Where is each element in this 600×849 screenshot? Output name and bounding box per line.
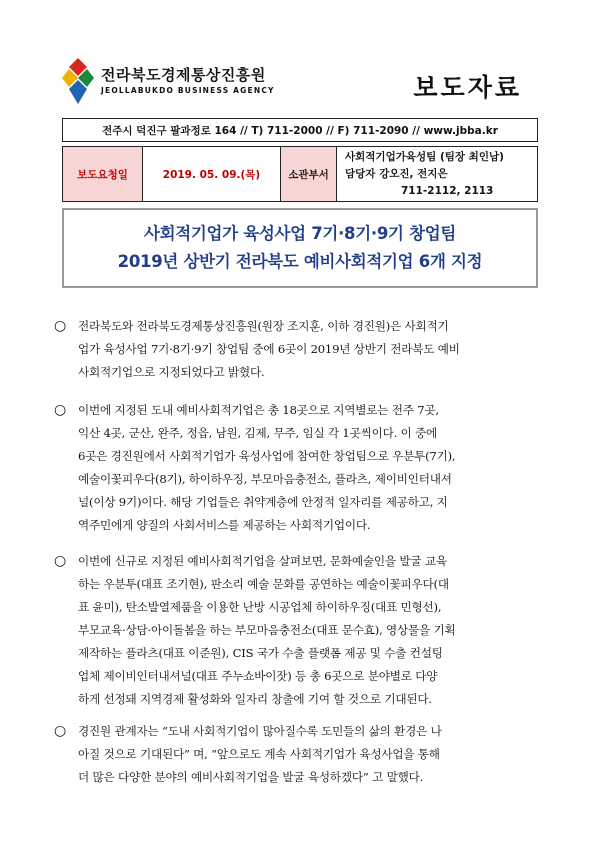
paragraph-line: 6곳은 경진원에서 사회적기업가 육성사업에 참여한 창업팀으로 우분투(7기), bbox=[78, 449, 456, 463]
paragraph-line: 하는 우분투(대표 조기현), 판소리 예술 문화를 공연하는 예술이꽃피우다(대 bbox=[78, 577, 449, 591]
headline-line-1: 사회적기업가 육성사업 7기·8기·9기 창업팀 bbox=[143, 224, 457, 243]
paragraph-line: 널(이상 9기)이다. 해당 기업들은 취약계층에 안정적 일자리를 제공하고, 지 bbox=[78, 495, 448, 509]
paragraph-line: 이번에 지정된 도내 예비사회적기업은 총 18곳으로 지역별로는 전주 7곳, bbox=[78, 403, 439, 417]
paragraph-line: 아질 것으로 기대된다” 며, “앞으로도 계속 사회적기업가 육성사업을 통해 bbox=[78, 747, 440, 761]
paragraph-line: 표 윤미), 탄소발열제품을 이용한 난방 시공업체 하이하우징(대표 민형선), bbox=[78, 600, 442, 614]
paragraph-line: 업체 제이비인터내셔널(대표 주누쇼바이잣) 등 총 6곳으로 분야별로 다양 bbox=[78, 669, 438, 683]
request-date-value: 2019. 05. 09.(목) bbox=[143, 147, 281, 201]
department-phone: 711-2112, 2113 bbox=[401, 184, 494, 197]
department-team: 사회적기업가육성팀 (팀장 최인남) bbox=[345, 150, 504, 163]
paragraph-line: 전라북도와 전라북도경제통상진흥원(원장 조지훈, 이하 경진원)은 사회적기 bbox=[78, 319, 449, 333]
paragraph-line: 경진원 관계자는 “도내 사회적기업이 많아질수록 도민들의 삶의 환경은 나 bbox=[78, 724, 442, 738]
circle-bullet-icon: ○ bbox=[54, 318, 67, 334]
paragraph-line: 이번에 신규로 지정된 예비사회적기업을 살펴보면, 문화예술인을 발굴 교육 bbox=[78, 554, 447, 568]
contact-line: 전주시 덕진구 팔과정로 164 // T) 711-2000 // F) 711-2090 // www.jbba.kr bbox=[62, 118, 538, 142]
paragraph-line: 업가 육성사업 7기·8기·9기 창업팀 중에 6곳이 2019년 상반기 전라북도 예비 bbox=[78, 342, 460, 356]
circle-bullet-icon: ○ bbox=[54, 553, 67, 569]
paragraph-line: 역주민에게 양질의 사회서비스를 제공하는 사회적기업이다. bbox=[78, 518, 371, 532]
headline-box bbox=[62, 208, 538, 288]
headline-line-2: 2019년 상반기 전라북도 예비사회적기업 6개 지정 bbox=[117, 252, 483, 271]
agency-logo-icon bbox=[62, 58, 94, 106]
body-paragraph bbox=[54, 550, 544, 711]
body-paragraph bbox=[54, 315, 544, 384]
paragraph-line: 예술이꽃피우다(8기), 하이하우징, 부모마음충전소, 플라츠, 제이비인터내셔 bbox=[78, 472, 452, 486]
body-paragraph bbox=[54, 399, 544, 537]
paragraph-line: 익산 4곳, 군산, 완주, 정읍, 남원, 김제, 무주, 임실 각 1곳씩이다. 이 중에 bbox=[78, 426, 438, 440]
paragraph-line: 제작하는 플라츠(대표 이준원), CIS 국가 수출 플랫폼 제공 및 수출 컨설팅 bbox=[78, 646, 443, 660]
department-contacts: 담당자 강오진, 전지은 bbox=[345, 167, 448, 180]
paragraph-line: 사회적기업으로 지정되었다고 밝혔다. bbox=[78, 365, 265, 379]
paragraph-line: 하게 선정돼 지역경제 활성화와 일자리 창출에 기여 할 것으로 기대된다. bbox=[78, 692, 432, 706]
circle-bullet-icon: ○ bbox=[54, 402, 67, 418]
request-date-label: 보도요청일 bbox=[63, 147, 143, 201]
department-details bbox=[337, 147, 537, 201]
circle-bullet-icon: ○ bbox=[54, 723, 67, 739]
body-paragraph bbox=[54, 720, 544, 789]
org-name-english: JEOLLABUKDO BUSINESS AGENCY bbox=[101, 86, 275, 95]
document-type-title: 보도자료 bbox=[413, 73, 522, 102]
paragraph-line: 부모교육·상담·아이돌봄을 하는 부모마음충전소(대표 문수효), 영상물을 기획 bbox=[78, 623, 456, 637]
paragraph-line: 더 많은 다양한 분야의 예비사회적기업을 발굴 육성하겠다” 고 말했다. bbox=[78, 770, 424, 784]
org-name-korean: 전라북도경제통상진흥원 bbox=[101, 66, 266, 84]
info-table bbox=[62, 146, 538, 202]
department-label: 소관부서 bbox=[281, 147, 337, 201]
